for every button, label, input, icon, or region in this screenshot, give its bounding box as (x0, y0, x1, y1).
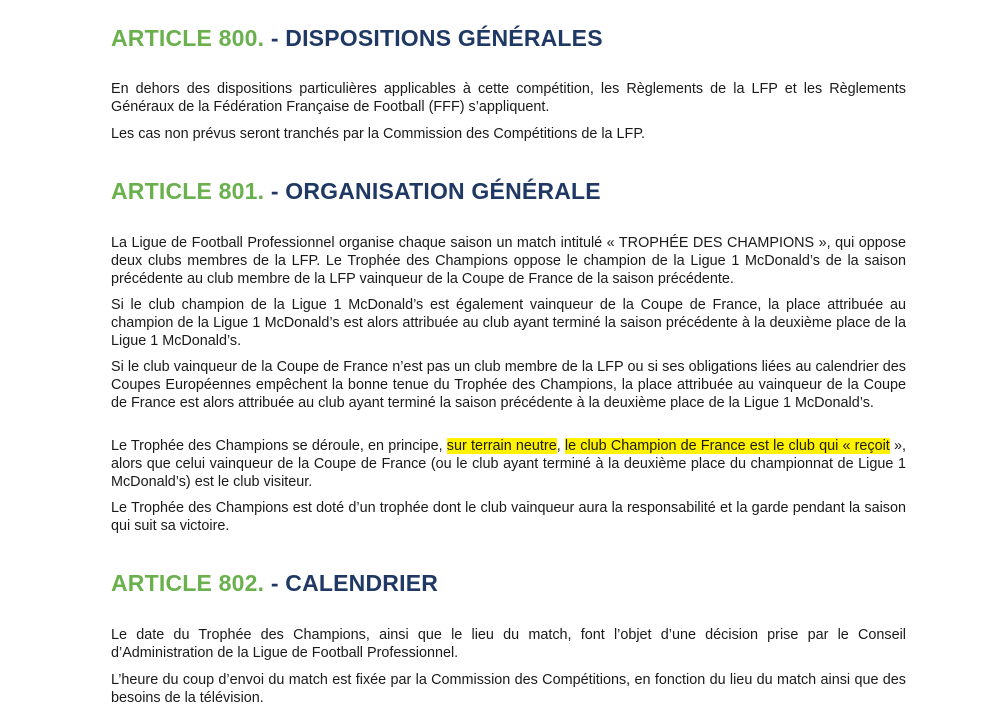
article-heading: - ORGANISATION GÉNÉRALE (270, 178, 601, 204)
article-heading: - CALENDRIER (270, 570, 439, 596)
article-number: ARTICLE 802. (111, 570, 265, 596)
article-802-title (111, 569, 438, 597)
paragraph: Le date du Trophée des Champions, ainsi que le lieu du match, font l’objet d’une décision prise par le Conseil d’Administration de la Ligue de Football Professionnel. (111, 627, 906, 661)
article-heading: - DISPOSITIONS GÉNÉRALES (270, 25, 603, 51)
paragraph: La Ligue de Football Professionnel organise chaque saison un match intitulé « TROPHÉE DES CHAMPIONS », qui oppose deux clubs membres de la LFP. Le Trophée des Champions oppose le champion de la Ligue 1 McDonald’s de la saison précédente au club membre de la LFP vainqueur de la Coupe de France de la saison précédente. (111, 235, 906, 287)
article-number: ARTICLE 800. (111, 25, 265, 51)
paragraph: L’heure du coup d’envoi du match est fixée par la Commission des Compétitions, en fonction du lieu du match ainsi que des besoins de la télévision. (111, 672, 906, 706)
article-number: ARTICLE 801. (111, 178, 265, 204)
paragraph: Les cas non prévus seront tranchés par la Commission des Compétitions de la LFP. (111, 126, 646, 142)
paragraph-text: Le Trophée des Champions se déroule, en principe, (111, 438, 447, 454)
paragraph: Si le club champion de la Ligue 1 McDonald’s est également vainqueur de la Coupe de France, la place attribuée au champion de la Ligue 1 McDonald’s est alors attribuée au club ayant terminé la saison précédente à la deuxième place de la Ligue 1 McDonald’s. (111, 297, 906, 349)
paragraph: En dehors des dispositions particulières applicables à cette compétition, les Règlements de la LFP et les Règlements Généraux de la Fédération Française de Football (FFF) s’appliquent. (111, 81, 906, 115)
highlighted-text: sur terrain neutre (446, 438, 557, 454)
highlighted-text: le club Champion de France est le club qui « reçoit (564, 438, 890, 454)
paragraph-text: , (556, 438, 565, 454)
highlighted-paragraph (111, 437, 906, 491)
paragraph-text: », alors que celui vainqueur de la Coupe de France (ou le club ayant terminé à la deuxième place du championnat de Ligue 1 McDonald’s) est le club visiteur. (111, 438, 906, 490)
article-800-title (111, 24, 603, 52)
article-801-title (111, 177, 601, 205)
paragraph: Le Trophée des Champions est doté d’un trophée dont le club vainqueur aura la responsabilité et la garde pendant la saison qui suit sa victoire. (111, 500, 906, 534)
paragraph: Si le club vainqueur de la Coupe de France n’est pas un club membre de la LFP ou si ses obligations liées au calendrier des Coupes Européennes empêchent la bonne tenue du Trophée des Champions, la place attribuée au vainqueur de la Coupe de France est alors attribuée au club ayant terminé la saison précédente à la deuxième place de la Ligue 1 McDonald’s. (111, 359, 906, 411)
